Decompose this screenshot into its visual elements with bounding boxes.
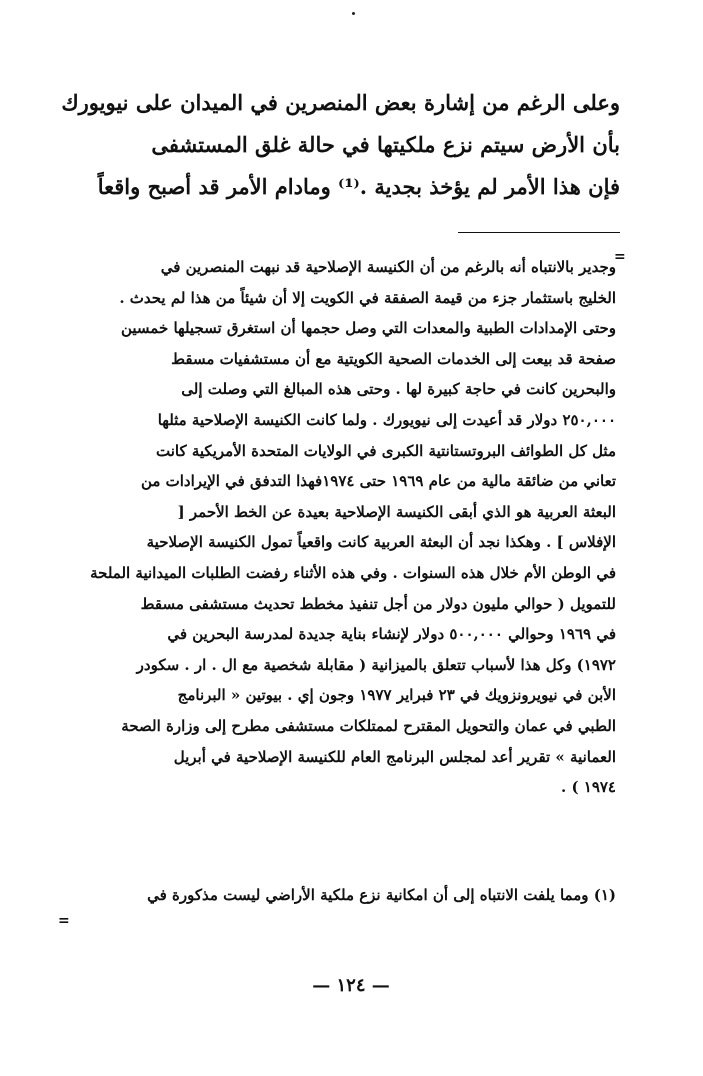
- footnote-continuation-mark: =: [614, 249, 626, 265]
- footnote-line: ١٩٧٤ ) .: [561, 778, 616, 797]
- footnote-line: البعثة العربية هو الذي أبقى الكنيسة الإصلاحية بعيدة عن الخط الأحمر [: [177, 502, 616, 521]
- footnote-line: العمانية » تقرير أعد لمجلس البرنامج العام للكنيسة الإصلاحية في أبريل: [173, 747, 616, 766]
- footnote-line: والبحرين كانت في حاجة كبيرة لها . وحتى هذه المبالغ التي وصلت إلى: [181, 380, 616, 399]
- footnote-divider: [458, 232, 620, 233]
- footnote-line: ١٩٧٢) وكل هذا لأسباب تتعلق بالميزانية ( مقابلة شخصية مع ال . ار . سكودر: [136, 655, 616, 674]
- footnote-continuation-mark-bottom: =: [58, 913, 70, 929]
- footnote-line: الأبن في نيويرونزويك في ٢٣ فبراير ١٩٧٧ وجون إي . بيوتين « البرنامج: [177, 686, 616, 705]
- main-line: بأن الأرض سيتم نزع ملكيتها في حالة غلق المستشفى: [151, 132, 620, 157]
- footnote-line: وجدير بالانتباه أنه بالرغم من أن الكنيسة الإصلاحية قد نبهت المنصرين في: [160, 258, 616, 276]
- main-line: فإن هذا الأمر لم يؤخذ بجدية .⁽¹⁾ ومادام الأمر قد أصبح واقعاً: [97, 174, 620, 199]
- footnote-line: للتمويل ( حوالي مليون دولار من أجل تنفيذ مخطط تحديث مستشفى مسقط: [140, 594, 616, 613]
- footnote-line: تعاني من ضائقة مالية من عام ١٩٦٩ حتى ١٩٧٤فهذا التدفق في الإيرادات من: [140, 472, 616, 491]
- footnote-line: الإفلاس ] . وهكذا نجد أن البعثة العربية كانت واقعياً تمول الكنيسة الإصلاحية: [146, 533, 616, 552]
- top-dot-mark: [352, 12, 355, 15]
- footnote-line: وحتى الإمدادات الطبية والمعدات التي وصل حجمها أن استغرق تسجيلها خمسين: [120, 319, 616, 338]
- footnote-line: في ١٩٦٩ وحوالي ٥٠٠,٠٠٠ دولار لإنشاء بناية جديدة لمدرسة البحرين في: [167, 625, 616, 644]
- footnote-line: ٢٥٠,٠٠٠ دولار قد أعيدت إلى نيويورك . ولما كانت الكنيسة الإصلاحية مثلها: [157, 410, 616, 429]
- footnote-block: [68, 252, 616, 803]
- main-line: وعلى الرغم من إشارة بعض المنصرين في الميدان على نيويورك: [61, 90, 620, 115]
- footnote-line: في الوطن الأم خلال هذه السنوات . وفي هذه الأثناء رفضت الطلبات الميدانية الملحة: [90, 563, 616, 582]
- main-paragraph: [60, 82, 620, 208]
- footnote-line: الطبي في عمان والتحويل المقترح لممتلكات مستشفى مطرح إلى وزارة الصحة: [121, 716, 616, 735]
- footnote-line: الخليج باستثمار جزء من قيمة الصفقة في الكويت إلا أن شيئاً من هذا لم يحدث .: [119, 288, 616, 307]
- page-number: — ١٢٤ —: [312, 975, 390, 996]
- footnote-line: صفحة قد بيعت إلى الخدمات الصحية الكويتية مع أن مستشفيات مسقط: [171, 349, 616, 368]
- footnote-1: (١) ومما يلفت الانتباه إلى أن امكانية نزع ملكية الأراضي ليست مذكورة في: [147, 886, 616, 904]
- footnote-line: مثل كل الطوائف البروتستانتية الكبرى في الولايات المتحدة الأمريكية كانت: [156, 441, 616, 460]
